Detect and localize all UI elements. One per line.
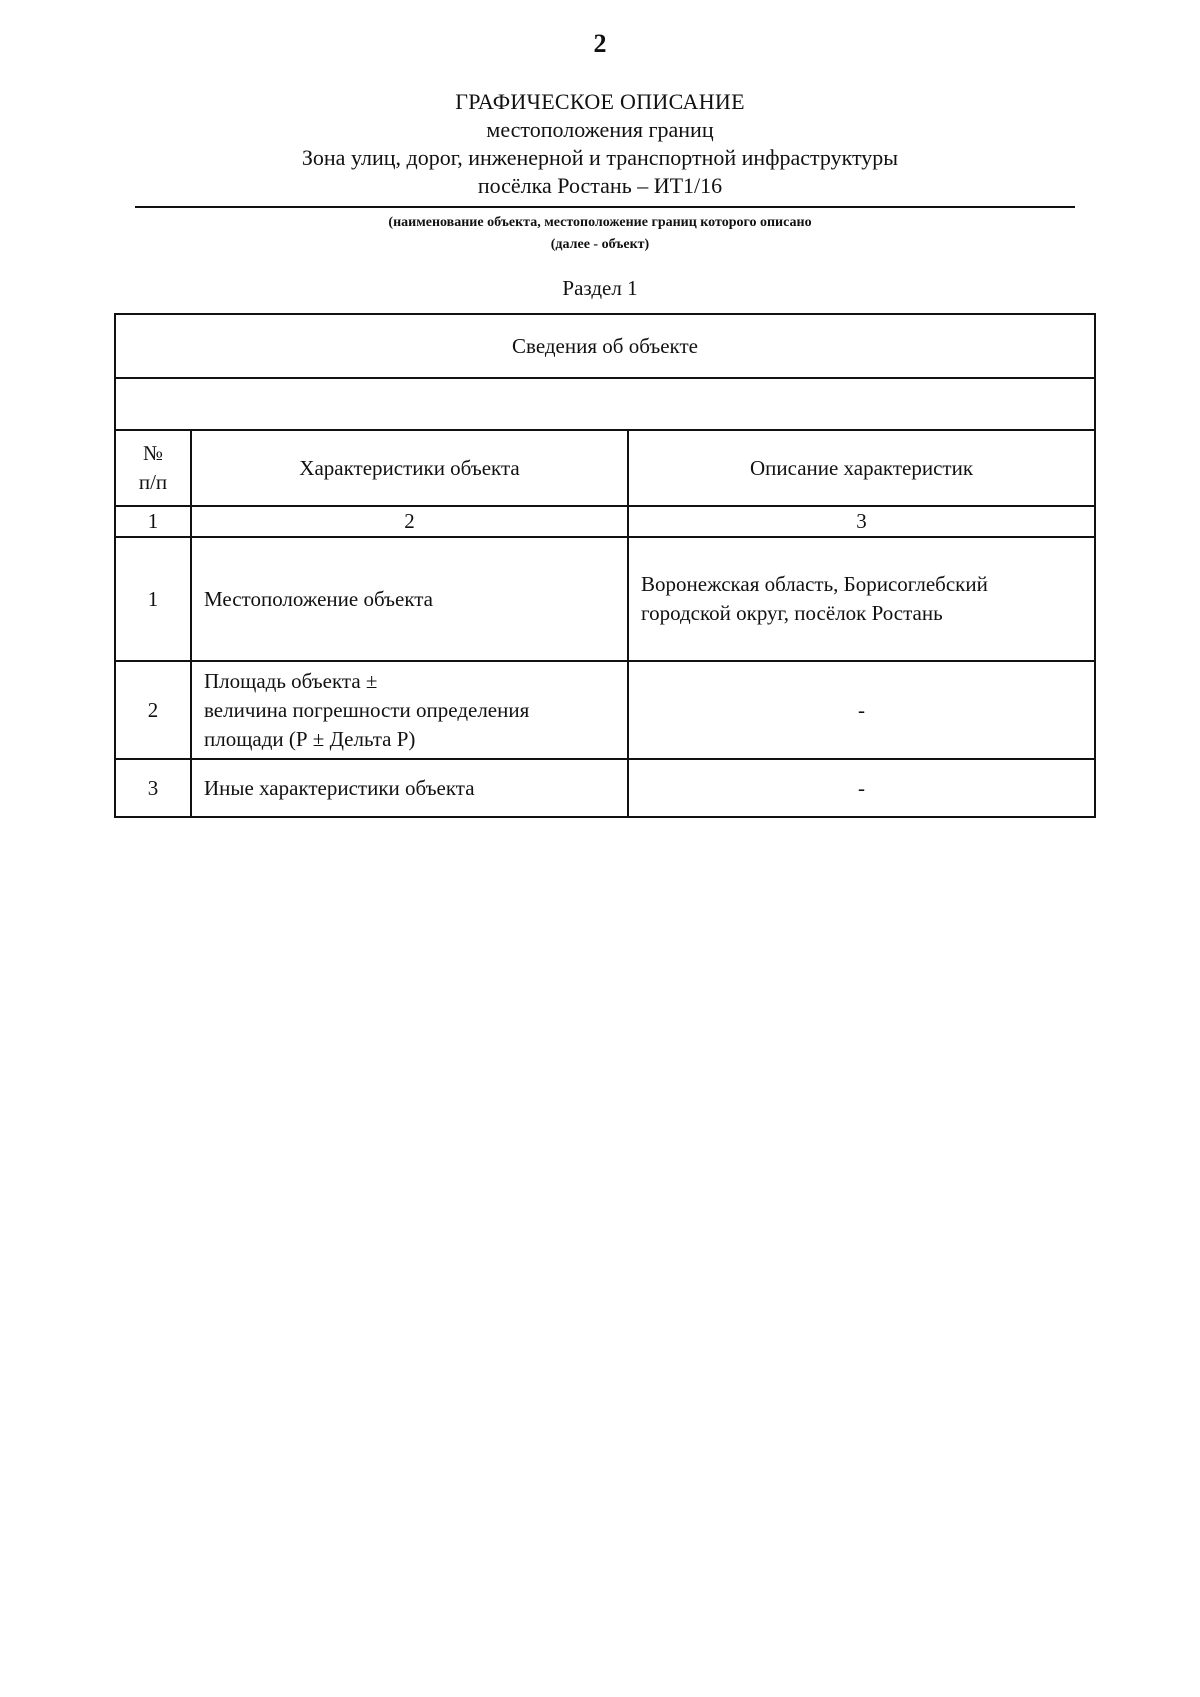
row-description — [628, 537, 1095, 661]
settlement-name: посёлка Ростань – ИТ1/16 — [477, 173, 723, 198]
object-info-table — [114, 313, 1096, 818]
table-empty-cell — [115, 378, 1095, 430]
description-line: - — [858, 775, 865, 800]
table-row — [115, 661, 1095, 759]
header-characteristics: Характеристики объекта — [191, 430, 628, 506]
characteristic-line: величина погрешности определения — [204, 697, 530, 722]
column-numbers-row — [115, 506, 1095, 537]
table-title: Сведения об объекте — [115, 314, 1095, 378]
column-number-3: 3 — [628, 506, 1095, 537]
characteristic-line: площади (Р ± Дельта Р) — [204, 726, 416, 751]
header-description: Описание характеристик — [628, 430, 1095, 506]
column-number-1: 1 — [115, 506, 191, 537]
table-row — [115, 537, 1095, 661]
table-row — [115, 759, 1095, 817]
table-header-row — [115, 430, 1095, 506]
header-divider — [135, 206, 1075, 208]
document-subtitle: местоположения границ — [486, 117, 714, 142]
page-number: 2 — [593, 29, 607, 58]
row-characteristic — [191, 537, 628, 661]
zone-name: Зона улиц, дорог, инженерной и транспортной инфраструктуры — [301, 145, 899, 170]
section-label: Раздел 1 — [562, 276, 638, 300]
row-characteristic — [191, 661, 628, 759]
object-caption — [0, 212, 1200, 256]
characteristic-line: Площадь объекта ± — [204, 668, 378, 693]
row-characteristic — [191, 759, 628, 817]
row-description — [628, 759, 1095, 817]
description-line: - — [858, 697, 865, 722]
characteristic-line: Иные характеристики объекта — [204, 775, 475, 800]
header-num-line-1: № — [142, 441, 164, 465]
characteristic-line: Местоположение объекта — [204, 586, 434, 611]
row-number: 3 — [115, 759, 191, 817]
document-header — [0, 88, 1200, 200]
header-num-cell — [115, 430, 191, 506]
description-line: городской округ, посёлок Ростань — [641, 601, 943, 625]
row-number: 2 — [115, 661, 191, 759]
table-title-row — [115, 314, 1095, 378]
table-empty-row — [115, 378, 1095, 430]
description-line: Воронежская область, Борисоглебский — [641, 572, 988, 596]
row-number: 1 — [115, 537, 191, 661]
header-num-line-2: п/п — [138, 470, 168, 494]
row-description — [628, 661, 1095, 759]
column-number-2: 2 — [191, 506, 628, 537]
caption-line-1: (наименование объекта, местоположение границ которого описано — [388, 215, 812, 230]
caption-line-2: (далее - объект) — [550, 237, 650, 252]
document-title: ГРАФИЧЕСКОЕ ОПИСАНИЕ — [455, 89, 745, 114]
